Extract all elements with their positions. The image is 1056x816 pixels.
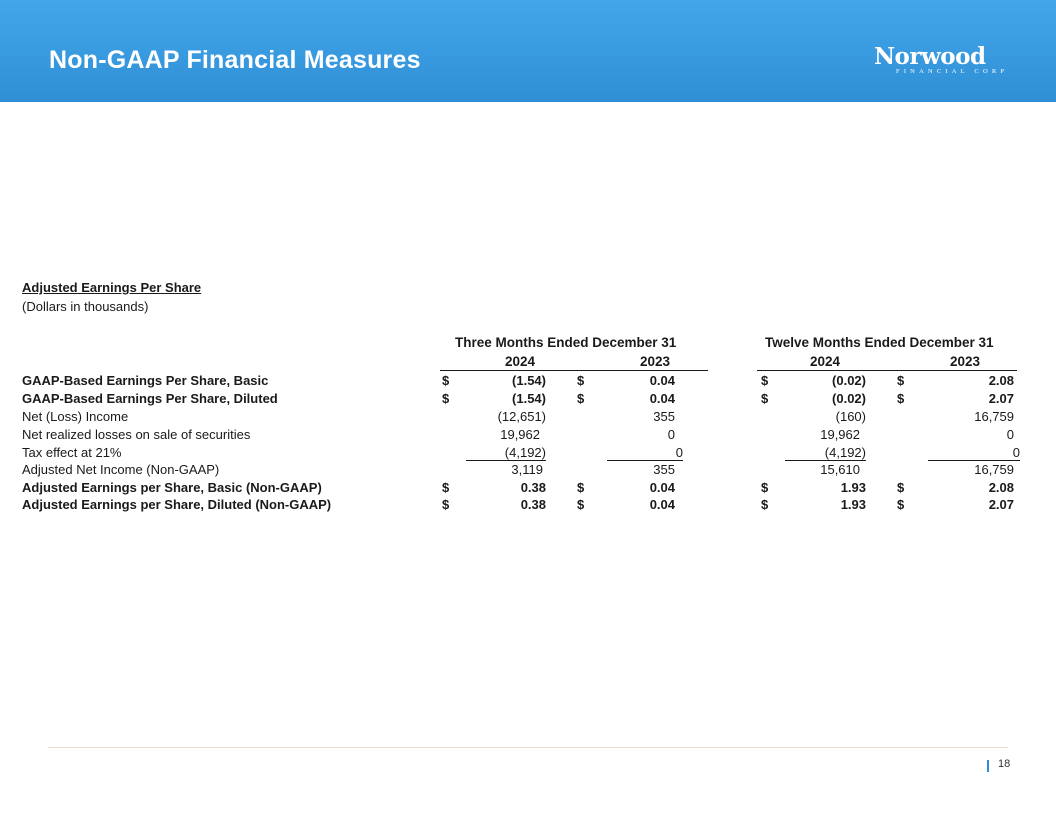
- value-q-2024: (1.54): [512, 391, 546, 406]
- value-q-2023: 0.04: [649, 480, 675, 495]
- value-y-2023: 2.07: [988, 391, 1014, 406]
- year-header-y-2023: 2023: [949, 354, 981, 369]
- table-row: [0, 391, 1056, 409]
- value-q-2023: 0: [607, 445, 683, 461]
- table-row: [0, 462, 1056, 480]
- dollar-sign: $: [761, 391, 769, 406]
- value-y-2024: (160): [835, 409, 866, 424]
- page-number: 18: [998, 758, 1011, 770]
- value-q-2023: 355: [653, 462, 675, 477]
- value-q-2023: 0.04: [649, 391, 675, 406]
- value-q-2024: 19,962: [500, 427, 540, 442]
- dollar-sign: $: [897, 497, 905, 512]
- table-row: [0, 409, 1056, 427]
- logo-wordmark: Norwood: [874, 43, 986, 70]
- table-row: [0, 427, 1056, 445]
- value-y-2023: 0: [1006, 427, 1014, 442]
- table-row: [0, 373, 1056, 391]
- table-row: [0, 445, 1056, 463]
- dollar-sign: $: [761, 497, 769, 512]
- row-label: Adjusted Earnings per Share, Basic (Non-GAAP): [22, 480, 322, 495]
- dollar-sign: $: [897, 373, 905, 388]
- row-label: Adjusted Earnings per Share, Diluted (Non-GAAP): [22, 497, 332, 512]
- year-header-q-2023: 2023: [639, 354, 671, 369]
- dollar-sign: $: [577, 391, 585, 406]
- value-q-2023: 355: [653, 409, 675, 424]
- page-title: Non-GAAP Financial Measures: [49, 46, 421, 74]
- row-label: Tax effect at 21%: [22, 445, 122, 460]
- value-y-2023: 2.08: [988, 480, 1014, 495]
- dollar-sign: $: [442, 480, 450, 495]
- value-q-2024: (12,651): [497, 409, 546, 424]
- header-banner: [0, 0, 1056, 102]
- page-number-marker: [987, 760, 989, 772]
- dollar-sign: $: [577, 373, 585, 388]
- value-y-2023: 0: [928, 445, 1020, 461]
- dollar-sign: $: [761, 480, 769, 495]
- dollar-sign: $: [897, 391, 905, 406]
- section-title: Adjusted Earnings Per Share: [22, 280, 202, 295]
- section-subtitle: (Dollars in thousands): [22, 299, 149, 314]
- row-label: GAAP-Based Earnings Per Share, Basic: [22, 373, 269, 388]
- value-q-2024: (4,192): [466, 445, 546, 461]
- header-rule-three-months: [440, 370, 708, 371]
- value-y-2023: 16,759: [974, 462, 1014, 477]
- value-q-2023: 0.04: [649, 373, 675, 388]
- value-q-2023: 0.04: [649, 497, 675, 512]
- logo-subtitle: FINANCIAL CORP: [896, 68, 1009, 75]
- value-y-2023: 2.07: [988, 497, 1014, 512]
- dollar-sign: $: [761, 373, 769, 388]
- value-y-2024: 1.93: [840, 497, 866, 512]
- dollar-sign: $: [897, 480, 905, 495]
- three-months-header: Three Months Ended December 31: [455, 335, 677, 350]
- twelve-months-header: Twelve Months Ended December 31: [765, 335, 994, 350]
- value-y-2024: (0.02): [832, 373, 866, 388]
- value-q-2024: 3,119: [511, 462, 543, 477]
- value-y-2024: 1.93: [840, 480, 866, 495]
- dollar-sign: $: [442, 497, 450, 512]
- table-row: [0, 497, 1056, 515]
- year-header-q-2024: 2024: [504, 354, 536, 369]
- value-q-2024: 0.38: [520, 480, 546, 495]
- footer-divider: [48, 747, 1008, 748]
- dollar-sign: $: [442, 391, 450, 406]
- dollar-sign: $: [442, 373, 450, 388]
- company-logo: [874, 43, 1010, 80]
- value-y-2023: 2.08: [988, 373, 1014, 388]
- row-label: Adjusted Net Income (Non-GAAP): [22, 462, 220, 477]
- value-q-2024: 0.38: [520, 497, 546, 512]
- value-y-2024: 19,962: [820, 427, 860, 442]
- table-row: [0, 480, 1056, 498]
- value-y-2024: (4,192): [785, 445, 866, 461]
- dollar-sign: $: [577, 497, 585, 512]
- dollar-sign: $: [577, 480, 585, 495]
- value-y-2024: (0.02): [832, 391, 866, 406]
- header-rule-twelve-months: [757, 370, 1017, 371]
- value-y-2024: 15,610: [820, 462, 860, 477]
- value-y-2023: 16,759: [974, 409, 1014, 424]
- row-label: GAAP-Based Earnings Per Share, Diluted: [22, 391, 278, 406]
- row-label: Net realized losses on sale of securities: [22, 427, 251, 442]
- value-q-2024: (1.54): [512, 373, 546, 388]
- row-label: Net (Loss) Income: [22, 409, 129, 424]
- value-q-2023: 0: [667, 427, 675, 442]
- year-header-y-2024: 2024: [809, 354, 841, 369]
